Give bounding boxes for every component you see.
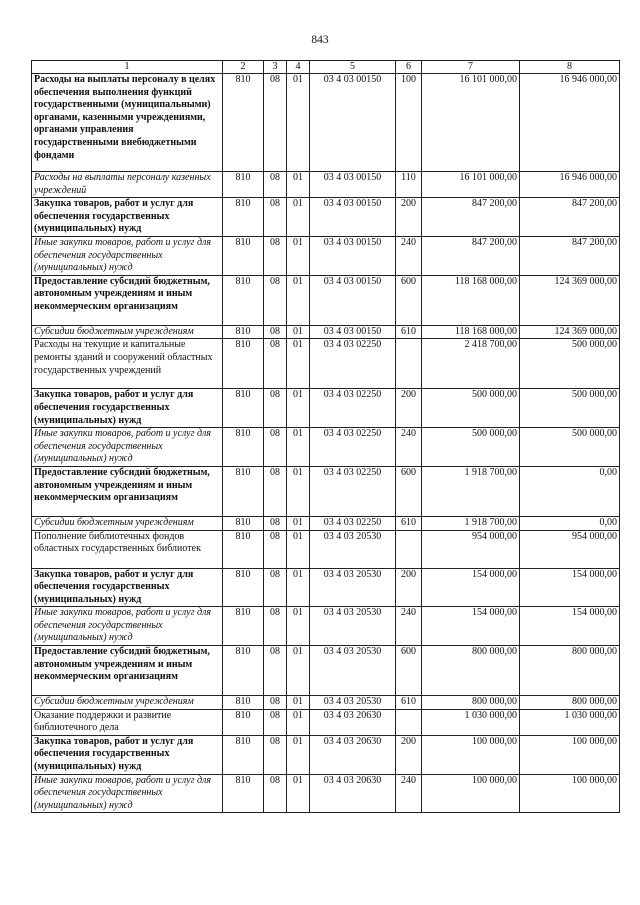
table-row xyxy=(32,325,620,339)
ministry-code-cell: 810 xyxy=(223,428,264,467)
expense-name-cell: Иные закупки товаров, работ и услуг для обеспечения государственных (муниципальных) нужд xyxy=(32,774,223,813)
expense-type-cell: 200 xyxy=(396,389,422,428)
subsection-code-cell: 01 xyxy=(287,236,310,275)
section-code-cell: 08 xyxy=(264,339,287,389)
amount-year2-cell: 16 946 000,00 xyxy=(520,74,620,172)
subsection-code-cell: 01 xyxy=(287,774,310,813)
table-row xyxy=(32,774,620,813)
budget-table xyxy=(31,60,620,813)
table-row xyxy=(32,236,620,275)
target-article-cell: 03 4 03 02250 xyxy=(310,389,396,428)
subsection-code-cell: 01 xyxy=(287,198,310,237)
ministry-code-cell: 810 xyxy=(223,568,264,607)
expense-name-cell: Предоставление субсидий бюджетным, автономным учреждениям и иным некоммерческим организациям xyxy=(32,466,223,516)
amount-year2-cell: 124 369 000,00 xyxy=(520,275,620,325)
section-code-cell: 08 xyxy=(264,735,287,774)
table-row xyxy=(32,530,620,568)
expense-name-cell: Оказание поддержки и развитие библиотечного дела xyxy=(32,709,223,735)
expense-name-cell: Иные закупки товаров, работ и услуг для обеспечения государственных (муниципальных) нужд xyxy=(32,236,223,275)
table-row xyxy=(32,696,620,710)
amount-year1-cell: 100 000,00 xyxy=(422,774,520,813)
ministry-code-cell: 810 xyxy=(223,735,264,774)
amount-year2-cell: 100 000,00 xyxy=(520,774,620,813)
amount-year2-cell: 500 000,00 xyxy=(520,339,620,389)
expense-name-cell: Расходы на выплаты персоналу в целях обеспечения выполнения функций государственными (муниципальными) органами, казенными учреждениями, органами управления государственными внебюджетными фондами xyxy=(32,74,223,172)
table-body xyxy=(32,74,620,813)
expense-name-cell: Предоставление субсидий бюджетным, автономным учреждениям и иным некоммерческим организациям xyxy=(32,275,223,325)
table-row xyxy=(32,516,620,530)
header-cell: 6 xyxy=(396,61,422,74)
expense-type-cell: 240 xyxy=(396,428,422,467)
amount-year2-cell: 800 000,00 xyxy=(520,646,620,696)
amount-year2-cell: 800 000,00 xyxy=(520,696,620,710)
expense-type-cell: 240 xyxy=(396,607,422,646)
expense-name-cell: Иные закупки товаров, работ и услуг для обеспечения государственных (муниципальных) нужд xyxy=(32,428,223,467)
table-row xyxy=(32,74,620,172)
subsection-code-cell: 01 xyxy=(287,74,310,172)
section-code-cell: 08 xyxy=(264,607,287,646)
section-code-cell: 08 xyxy=(264,236,287,275)
ministry-code-cell: 810 xyxy=(223,696,264,710)
amount-year1-cell: 154 000,00 xyxy=(422,607,520,646)
amount-year1-cell: 847 200,00 xyxy=(422,198,520,237)
target-article-cell: 03 4 03 02250 xyxy=(310,339,396,389)
target-article-cell: 03 4 03 00150 xyxy=(310,198,396,237)
amount-year1-cell: 118 168 000,00 xyxy=(422,275,520,325)
section-code-cell: 08 xyxy=(264,516,287,530)
target-article-cell: 03 4 03 20630 xyxy=(310,774,396,813)
expense-type-cell: 600 xyxy=(396,466,422,516)
amount-year2-cell: 100 000,00 xyxy=(520,735,620,774)
table-row xyxy=(32,568,620,607)
target-article-cell: 03 4 03 02250 xyxy=(310,428,396,467)
amount-year2-cell: 16 946 000,00 xyxy=(520,172,620,198)
expense-name-cell: Расходы на выплаты персоналу казенных учреждений xyxy=(32,172,223,198)
expense-type-cell: 610 xyxy=(396,516,422,530)
expense-name-cell: Закупка товаров, работ и услуг для обеспечения государственных (муниципальных) нужд xyxy=(32,198,223,237)
amount-year2-cell: 124 369 000,00 xyxy=(520,325,620,339)
subsection-code-cell: 01 xyxy=(287,646,310,696)
expense-type-cell: 110 xyxy=(396,172,422,198)
target-article-cell: 03 4 03 02250 xyxy=(310,516,396,530)
target-article-cell: 03 4 03 00150 xyxy=(310,275,396,325)
subsection-code-cell: 01 xyxy=(287,530,310,568)
ministry-code-cell: 810 xyxy=(223,74,264,172)
subsection-code-cell: 01 xyxy=(287,339,310,389)
header-cell: 4 xyxy=(287,61,310,74)
subsection-code-cell: 01 xyxy=(287,466,310,516)
ministry-code-cell: 810 xyxy=(223,389,264,428)
amount-year2-cell: 154 000,00 xyxy=(520,607,620,646)
expense-type-cell: 200 xyxy=(396,568,422,607)
target-article-cell: 03 4 03 02250 xyxy=(310,466,396,516)
section-code-cell: 08 xyxy=(264,696,287,710)
section-code-cell: 08 xyxy=(264,198,287,237)
table-row xyxy=(32,646,620,696)
expense-type-cell: 240 xyxy=(396,774,422,813)
ministry-code-cell: 810 xyxy=(223,339,264,389)
section-code-cell: 08 xyxy=(264,172,287,198)
amount-year1-cell: 2 418 700,00 xyxy=(422,339,520,389)
ministry-code-cell: 810 xyxy=(223,466,264,516)
target-article-cell: 03 4 03 00150 xyxy=(310,74,396,172)
expense-type-cell: 600 xyxy=(396,275,422,325)
expense-name-cell: Закупка товаров, работ и услуг для обеспечения государственных (муниципальных) нужд xyxy=(32,568,223,607)
expense-type-cell: 100 xyxy=(396,74,422,172)
expense-type-cell xyxy=(396,709,422,735)
target-article-cell: 03 4 03 20630 xyxy=(310,709,396,735)
page-number: 843 xyxy=(311,34,329,46)
section-code-cell: 08 xyxy=(264,774,287,813)
expense-name-cell: Закупка товаров, работ и услуг для обеспечения государственных (муниципальных) нужд xyxy=(32,735,223,774)
expense-name-cell: Предоставление субсидий бюджетным, автономным учреждениям и иным некоммерческим организациям xyxy=(32,646,223,696)
expense-type-cell: 200 xyxy=(396,198,422,237)
expense-name-cell: Субсидии бюджетным учреждениям xyxy=(32,516,223,530)
target-article-cell: 03 4 03 20530 xyxy=(310,607,396,646)
header-row xyxy=(32,61,620,74)
amount-year1-cell: 800 000,00 xyxy=(422,646,520,696)
table-row xyxy=(32,389,620,428)
target-article-cell: 03 4 03 20530 xyxy=(310,696,396,710)
amount-year1-cell: 16 101 000,00 xyxy=(422,172,520,198)
expense-type-cell xyxy=(396,339,422,389)
target-article-cell: 03 4 03 20530 xyxy=(310,646,396,696)
ministry-code-cell: 810 xyxy=(223,325,264,339)
subsection-code-cell: 01 xyxy=(287,516,310,530)
subsection-code-cell: 01 xyxy=(287,389,310,428)
table-row xyxy=(32,466,620,516)
header-cell: 1 xyxy=(32,61,223,74)
target-article-cell: 03 4 03 00150 xyxy=(310,325,396,339)
section-code-cell: 08 xyxy=(264,325,287,339)
subsection-code-cell: 01 xyxy=(287,607,310,646)
subsection-code-cell: 01 xyxy=(287,568,310,607)
amount-year1-cell: 100 000,00 xyxy=(422,735,520,774)
expense-name-cell: Субсидии бюджетным учреждениям xyxy=(32,325,223,339)
ministry-code-cell: 810 xyxy=(223,530,264,568)
header-cell: 7 xyxy=(422,61,520,74)
table-row xyxy=(32,709,620,735)
expense-name-cell: Субсидии бюджетным учреждениям xyxy=(32,696,223,710)
section-code-cell: 08 xyxy=(264,389,287,428)
amount-year2-cell: 1 030 000,00 xyxy=(520,709,620,735)
amount-year2-cell: 0,00 xyxy=(520,466,620,516)
header-cell: 8 xyxy=(520,61,620,74)
ministry-code-cell: 810 xyxy=(223,275,264,325)
expense-name-cell: Иные закупки товаров, работ и услуг для обеспечения государственных (муниципальных) нужд xyxy=(32,607,223,646)
section-code-cell: 08 xyxy=(264,428,287,467)
amount-year1-cell: 500 000,00 xyxy=(422,428,520,467)
amount-year1-cell: 16 101 000,00 xyxy=(422,74,520,172)
section-code-cell: 08 xyxy=(264,530,287,568)
section-code-cell: 08 xyxy=(264,74,287,172)
target-article-cell: 03 4 03 00150 xyxy=(310,172,396,198)
table-row xyxy=(32,275,620,325)
header-cell: 5 xyxy=(310,61,396,74)
table-row xyxy=(32,339,620,389)
table-row xyxy=(32,735,620,774)
subsection-code-cell: 01 xyxy=(287,735,310,774)
ministry-code-cell: 810 xyxy=(223,646,264,696)
header-cell: 3 xyxy=(264,61,287,74)
amount-year1-cell: 847 200,00 xyxy=(422,236,520,275)
ministry-code-cell: 810 xyxy=(223,516,264,530)
amount-year1-cell: 154 000,00 xyxy=(422,568,520,607)
amount-year2-cell: 154 000,00 xyxy=(520,568,620,607)
subsection-code-cell: 01 xyxy=(287,428,310,467)
amount-year1-cell: 1 030 000,00 xyxy=(422,709,520,735)
expense-type-cell: 200 xyxy=(396,735,422,774)
target-article-cell: 03 4 03 00150 xyxy=(310,236,396,275)
ministry-code-cell: 810 xyxy=(223,607,264,646)
amount-year1-cell: 1 918 700,00 xyxy=(422,516,520,530)
expense-name-cell: Закупка товаров, работ и услуг для обеспечения государственных (муниципальных) нужд xyxy=(32,389,223,428)
ministry-code-cell: 810 xyxy=(223,198,264,237)
amount-year2-cell: 500 000,00 xyxy=(520,389,620,428)
table-row xyxy=(32,198,620,237)
expense-type-cell: 600 xyxy=(396,646,422,696)
table-row xyxy=(32,172,620,198)
amount-year1-cell: 954 000,00 xyxy=(422,530,520,568)
amount-year2-cell: 500 000,00 xyxy=(520,428,620,467)
section-code-cell: 08 xyxy=(264,568,287,607)
expense-type-cell xyxy=(396,530,422,568)
subsection-code-cell: 01 xyxy=(287,172,310,198)
amount-year1-cell: 800 000,00 xyxy=(422,696,520,710)
subsection-code-cell: 01 xyxy=(287,325,310,339)
ministry-code-cell: 810 xyxy=(223,774,264,813)
expense-type-cell: 610 xyxy=(396,696,422,710)
amount-year2-cell: 954 000,00 xyxy=(520,530,620,568)
ministry-code-cell: 810 xyxy=(223,172,264,198)
expense-type-cell: 610 xyxy=(396,325,422,339)
ministry-code-cell: 810 xyxy=(223,236,264,275)
amount-year2-cell: 0,00 xyxy=(520,516,620,530)
amount-year1-cell: 1 918 700,00 xyxy=(422,466,520,516)
expense-name-cell: Пополнение библиотечных фондов областных государственных библиотек xyxy=(32,530,223,568)
subsection-code-cell: 01 xyxy=(287,709,310,735)
amount-year1-cell: 500 000,00 xyxy=(422,389,520,428)
section-code-cell: 08 xyxy=(264,466,287,516)
amount-year1-cell: 118 168 000,00 xyxy=(422,325,520,339)
subsection-code-cell: 01 xyxy=(287,696,310,710)
expense-type-cell: 240 xyxy=(396,236,422,275)
subsection-code-cell: 01 xyxy=(287,275,310,325)
target-article-cell: 03 4 03 20630 xyxy=(310,735,396,774)
header-cell: 2 xyxy=(223,61,264,74)
section-code-cell: 08 xyxy=(264,275,287,325)
section-code-cell: 08 xyxy=(264,709,287,735)
section-code-cell: 08 xyxy=(264,646,287,696)
target-article-cell: 03 4 03 20530 xyxy=(310,530,396,568)
amount-year2-cell: 847 200,00 xyxy=(520,236,620,275)
table-row xyxy=(32,428,620,467)
ministry-code-cell: 810 xyxy=(223,709,264,735)
target-article-cell: 03 4 03 20530 xyxy=(310,568,396,607)
expense-name-cell: Расходы на текущие и капитальные ремонты зданий и сооружений областных государственных учреждений xyxy=(32,339,223,389)
amount-year2-cell: 847 200,00 xyxy=(520,198,620,237)
table-row xyxy=(32,607,620,646)
